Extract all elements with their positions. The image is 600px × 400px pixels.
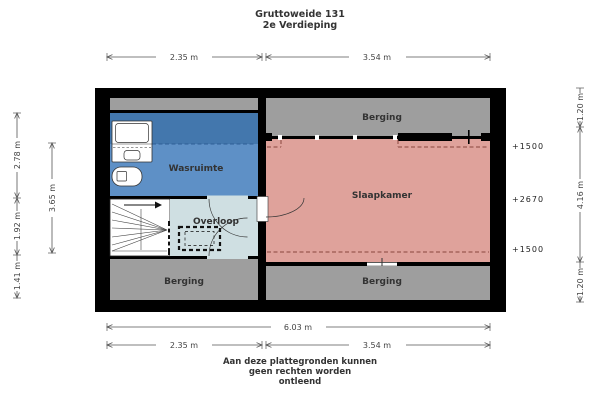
- room-label-berging-top: Berging: [362, 113, 402, 123]
- dim-left-bottom-label: 1.41 m: [13, 261, 22, 291]
- dim-bottom-right-label: 3.54 m: [362, 341, 392, 350]
- dim-bottom-total: [107, 323, 490, 332]
- room-label-overloop: Overloop: [193, 217, 239, 227]
- room-label-wasruimte: Wasruimte: [168, 164, 224, 174]
- dim-right-top-label: 1.20 m: [576, 92, 585, 122]
- elevation-top: +1500: [512, 142, 545, 151]
- disclaimer-line3: ontleend: [278, 377, 322, 387]
- dim-bottom-left-label: 2.35 m: [169, 341, 199, 350]
- roof-strip-left: [110, 98, 258, 110]
- disclaimer-line1: Aan deze plattegronden kunnen: [222, 357, 378, 367]
- room-label-slaapkamer: Slaapkamer: [351, 191, 413, 201]
- room-label-berging-br: Berging: [362, 277, 402, 287]
- plan-subtitle: 2e Verdieping: [262, 20, 338, 31]
- dim-left-outer: [13, 113, 22, 298]
- door-opening-wasruimte: [207, 196, 248, 201]
- dim-left-inner: [48, 143, 57, 253]
- dim-left-top-label: 2.78 m: [13, 140, 22, 170]
- dim-right: [576, 88, 585, 302]
- stairs: [110, 199, 170, 256]
- dim-left-middle-label: 1.92 m: [13, 211, 22, 241]
- dim-top-left-label: 2.35 m: [169, 53, 199, 62]
- disclaimer-line2: geen rechten worden: [248, 367, 352, 377]
- boiler-icon: [112, 167, 142, 186]
- dim-right-bottom-label: 1.20 m: [576, 267, 585, 297]
- plan-title: Gruttoweide 131: [255, 9, 345, 20]
- elevation-bottom: +1500: [512, 245, 545, 254]
- dim-bottom-total-label: 6.03 m: [283, 323, 313, 332]
- elevation-middle: +2670: [512, 195, 545, 204]
- dim-right-middle-label: 4.16 m: [576, 180, 585, 210]
- dim-top-right-label: 3.54 m: [362, 53, 392, 62]
- washer-icon: [112, 121, 152, 162]
- dim-left-inner-label: 3.65 m: [48, 183, 57, 213]
- dim-top: [107, 53, 490, 62]
- room-label-berging-bl: Berging: [164, 277, 204, 287]
- dim-bottom-split: [107, 341, 490, 350]
